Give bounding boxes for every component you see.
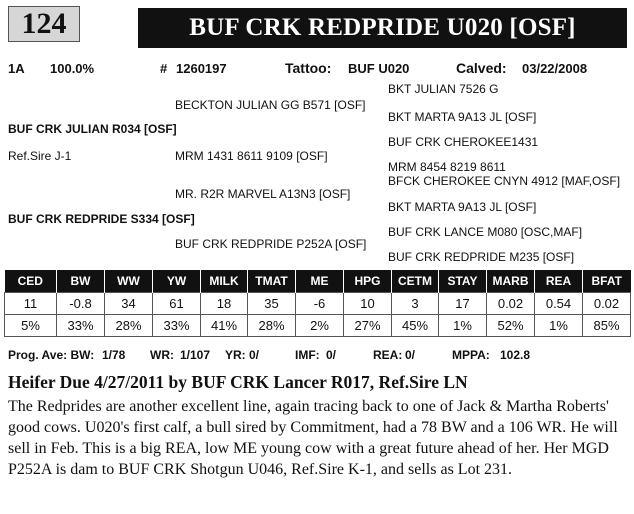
epd-percentile: 33% <box>57 315 105 337</box>
percent: 100.0% <box>50 61 95 76</box>
pedigree-ds: MR. R2R MARVEL A13N3 [OSF] <box>175 187 351 201</box>
animal-name-bar <box>138 8 627 48</box>
lot-code: 1A <box>8 61 25 76</box>
pedigree-dss: BFCK CHEROKEE CNYN 4912 [MAF,OSF] <box>388 174 621 188</box>
epd-table <box>4 270 631 337</box>
prog-rea-label: REA: <box>373 348 403 362</box>
epd-value: 0.54 <box>535 293 583 315</box>
epd-percentile: 5% <box>5 315 57 337</box>
pedigree-sss: BKT JULIAN 7526 G <box>388 82 499 96</box>
epd-percentile: 28% <box>105 315 153 337</box>
epd-header: MILK <box>201 270 248 293</box>
pedigree-dsd: BKT MARTA 9A13 JL [OSF] <box>388 200 537 214</box>
prog-yr-label: YR: <box>225 348 246 362</box>
epd-header: BW <box>57 270 105 293</box>
epd-header: MARB <box>487 270 535 293</box>
epd-percentile: 33% <box>153 315 201 337</box>
animal-name: BUF CRK REDPRIDE U020 [OSF] <box>189 14 576 41</box>
prog-yr-value: 0/ <box>249 348 260 362</box>
description: The Redprides are another excellent line, again tracing back to one of Jack & Martha Roberts' good cows. U020's first calf, a bull sired by Commitment, had a 78 BW and a 106 WR. He will sell in Feb. This is a big REA, low ME young cow with a great future ahead of her. Her MGD P252A is dam to BUF CRK Shotgun U046, Ref.Sire K-1, and sells as Lot 231. <box>8 398 618 478</box>
epd-header: YW <box>153 270 201 293</box>
epd-percentile: 28% <box>248 315 296 337</box>
pedigree-sire: BUF CRK JULIAN R034 [OSF] <box>8 122 177 136</box>
epd-header: CETM <box>392 270 439 293</box>
reg-label: # <box>160 61 168 76</box>
epd-header: TMAT <box>248 270 296 293</box>
pedigree-ddd: BUF CRK REDPRIDE M235 [OSF] <box>388 250 575 264</box>
epd-value: 17 <box>439 293 487 315</box>
epd-value: 11 <box>5 293 57 315</box>
epd-header-row <box>5 270 631 293</box>
pedigree-dam: BUF CRK REDPRIDE S334 [OSF] <box>8 212 195 226</box>
prog-bw-value: 1/78 <box>102 348 126 362</box>
epd-value: 34 <box>105 293 153 315</box>
epd-value-row <box>5 293 631 315</box>
calved-label: Calved: <box>456 60 507 76</box>
epd-value: 0.02 <box>583 293 631 315</box>
epd-value: 3 <box>392 293 439 315</box>
sire-ref: Ref.Sire J-1 <box>8 149 72 163</box>
epd-header: BFAT <box>583 270 631 293</box>
epd-percentile: 85% <box>583 315 631 337</box>
prog-wr-label: WR: <box>150 348 174 362</box>
heifer-due-line: Heifer Due 4/27/2011 by BUF CRK Lancer R017, Ref.Sire LN <box>8 372 468 392</box>
tattoo-label: Tattoo: <box>285 60 332 76</box>
epd-value: 10 <box>344 293 392 315</box>
prog-rea-value: 0/ <box>405 348 416 362</box>
pedigree-sd: MRM 1431 8611 9109 [OSF] <box>175 149 328 163</box>
epd-value: 18 <box>201 293 248 315</box>
epd-percentile: 1% <box>535 315 583 337</box>
epd-value: 61 <box>153 293 201 315</box>
reg-number: 1260197 <box>176 61 227 76</box>
epd-value: -6 <box>296 293 344 315</box>
epd-value: 35 <box>248 293 296 315</box>
epd-header: CED <box>5 270 57 293</box>
pedigree-sds: BUF CRK CHEROKEE1431 <box>388 135 539 149</box>
pedigree-sdd: MRM 8454 8219 8611 <box>388 160 506 174</box>
epd-header: WW <box>105 270 153 293</box>
epd-percentile: 45% <box>392 315 439 337</box>
prog-imf-value: 0/ <box>326 348 337 362</box>
pedigree-ss: BECKTON JULIAN GG B571 [OSF] <box>175 98 366 112</box>
epd-header: STAY <box>439 270 487 293</box>
pedigree-ssd: BKT MARTA 9A13 JL [OSF] <box>388 110 537 124</box>
epd-value: -0.8 <box>57 293 105 315</box>
lot-number-box <box>8 6 80 42</box>
epd-header: ME <box>296 270 344 293</box>
tattoo-value: BUF U020 <box>348 61 410 76</box>
prog-mppa-label: MPPA: <box>452 348 490 362</box>
prog-imf-label: IMF: <box>295 348 320 362</box>
epd-percentile-row <box>5 315 631 337</box>
epd-percentile: 52% <box>487 315 535 337</box>
lot-number: 124 <box>21 7 67 40</box>
epd-percentile: 2% <box>296 315 344 337</box>
pedigree-dds: BUF CRK LANCE M080 [OSC,MAF] <box>388 225 583 239</box>
calved-value: 03/22/2008 <box>522 61 588 76</box>
epd-header: HPG <box>344 270 392 293</box>
pedigree-dd: BUF CRK REDPRIDE P252A [OSF] <box>175 237 367 251</box>
prog-mppa-value: 102.8 <box>500 348 531 362</box>
epd-header: REA <box>535 270 583 293</box>
epd-value: 0.02 <box>487 293 535 315</box>
prog-wr-value: 1/107 <box>180 348 211 362</box>
epd-percentile: 27% <box>344 315 392 337</box>
prog-bw-label: Prog. Ave: BW: <box>8 348 95 362</box>
epd-percentile: 1% <box>439 315 487 337</box>
epd-percentile: 41% <box>201 315 248 337</box>
